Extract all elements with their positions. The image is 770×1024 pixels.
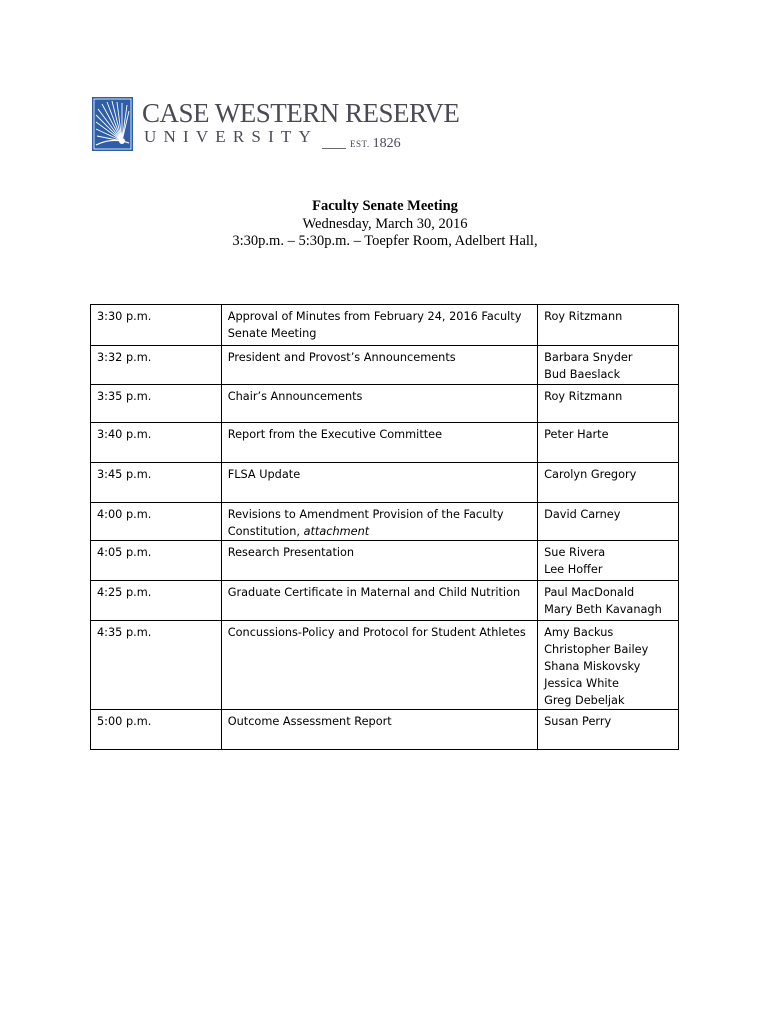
logo-est-label: EST.: [350, 139, 370, 149]
agenda-row: [91, 385, 679, 423]
logo-wordmark-line1: CASE WESTERN RESERVE: [142, 98, 460, 128]
agenda-item: Research Presentation: [227, 546, 355, 559]
agenda-time: 3:35 p.m.: [91, 385, 222, 423]
agenda-time: 4:00 p.m.: [91, 503, 222, 541]
presenter-name: Barbara Snyder: [544, 351, 633, 364]
agenda-item: Approval of Minutes from February 24, 2016 Faculty Senate Meeting: [227, 310, 522, 340]
presenter-name: Greg Debeljak: [544, 694, 625, 707]
presenter-name: Lee Hoffer: [544, 563, 603, 576]
agenda-presenters: [538, 423, 679, 463]
agenda-item-cell: [221, 581, 537, 621]
agenda-item: FLSA Update: [227, 468, 301, 481]
agenda-item: Graduate Certificate in Maternal and Child Nutrition: [227, 586, 521, 599]
agenda-item-cell: [221, 423, 537, 463]
agenda-row: [91, 581, 679, 621]
agenda-presenters: [538, 581, 679, 621]
presenter-name: Roy Ritzmann: [544, 310, 623, 323]
presenter-name: Mary Beth Kavanagh: [544, 603, 662, 616]
agenda-item-cell: [221, 621, 537, 710]
presenter-name: Christopher Bailey: [544, 643, 649, 656]
presenter-name: Susan Perry: [544, 715, 612, 728]
agenda-presenters: [538, 305, 679, 346]
agenda-row: [91, 710, 679, 750]
agenda-presenters: [538, 710, 679, 750]
presenter-name: Bud Baeslack: [544, 368, 621, 381]
logo-divider: [322, 148, 346, 149]
presenter-name: David Carney: [544, 508, 621, 521]
agenda-table: [90, 304, 679, 750]
agenda-table-body: [91, 305, 679, 750]
agenda-item: Chair’s Announcements: [227, 390, 363, 403]
meeting-date: Wednesday, March 30, 2016: [302, 215, 468, 232]
agenda-time: 5:00 p.m.: [91, 710, 222, 750]
agenda-time: 3:30 p.m.: [91, 305, 222, 346]
agenda-item-cell: [221, 385, 537, 423]
agenda-presenters: [538, 503, 679, 541]
agenda-time: 4:05 p.m.: [91, 541, 222, 581]
agenda-item-cell: [221, 463, 537, 503]
meeting-title: Faculty Senate Meeting: [312, 198, 458, 214]
agenda-presenters: [538, 463, 679, 503]
presenter-name: Paul MacDonald: [544, 586, 635, 599]
agenda-presenters: [538, 541, 679, 581]
agenda-time: 4:35 p.m.: [91, 621, 222, 710]
agenda-item: Concussions-Policy and Protocol for Student Athletes: [227, 626, 526, 639]
agenda-time: 4:25 p.m.: [91, 581, 222, 621]
agenda-time: 3:32 p.m.: [91, 346, 222, 385]
agenda-presenters: [538, 385, 679, 423]
agenda-time: 3:40 p.m.: [91, 423, 222, 463]
meeting-time-location: 3:30p.m. – 5:30p.m. – Toepfer Room, Adelbert Hall,: [232, 233, 538, 249]
presenter-name: Shana Miskovsky: [544, 660, 641, 673]
agenda-item-cell: [221, 503, 537, 541]
presenter-name: Jessica White: [544, 677, 619, 690]
agenda-item-cell: [221, 346, 537, 385]
agenda-item: President and Provost’s Announcements: [227, 351, 456, 364]
agenda-presenters: [538, 621, 679, 710]
agenda-row: [91, 541, 679, 581]
meeting-heading: [0, 198, 770, 251]
agenda-row: [91, 423, 679, 463]
presenter-name: Amy Backus: [544, 626, 614, 639]
agenda-row: [91, 346, 679, 385]
presenter-name: Roy Ritzmann: [544, 390, 623, 403]
presenter-name: Peter Harte: [544, 428, 609, 441]
agenda-item: Report from the Executive Committee: [227, 428, 443, 441]
agenda-item: Outcome Assessment Report: [227, 715, 392, 728]
agenda-item-cell: [221, 541, 537, 581]
agenda-row: [91, 305, 679, 346]
agenda-item-attachment: attachment: [303, 525, 370, 538]
agenda-item: Revisions to Amendment Provision of the Faculty Constitution,: [227, 508, 504, 538]
sunburst-seal-icon: [92, 97, 133, 151]
logo-wordmark-line2: UNIVERSITY: [144, 127, 318, 146]
logo-established: [350, 136, 401, 152]
agenda-presenters: [538, 346, 679, 385]
agenda-row: [91, 463, 679, 503]
presenter-name: Carolyn Gregory: [544, 468, 637, 481]
logo-est-year: 1826: [372, 136, 401, 151]
agenda-row: [91, 621, 679, 710]
agenda-item-cell: [221, 305, 537, 346]
presenter-name: Sue Rivera: [544, 546, 606, 559]
agenda-item-cell: [221, 710, 537, 750]
agenda-time: 3:45 p.m.: [91, 463, 222, 503]
university-logo: [92, 97, 460, 157]
agenda-row: [91, 503, 679, 541]
